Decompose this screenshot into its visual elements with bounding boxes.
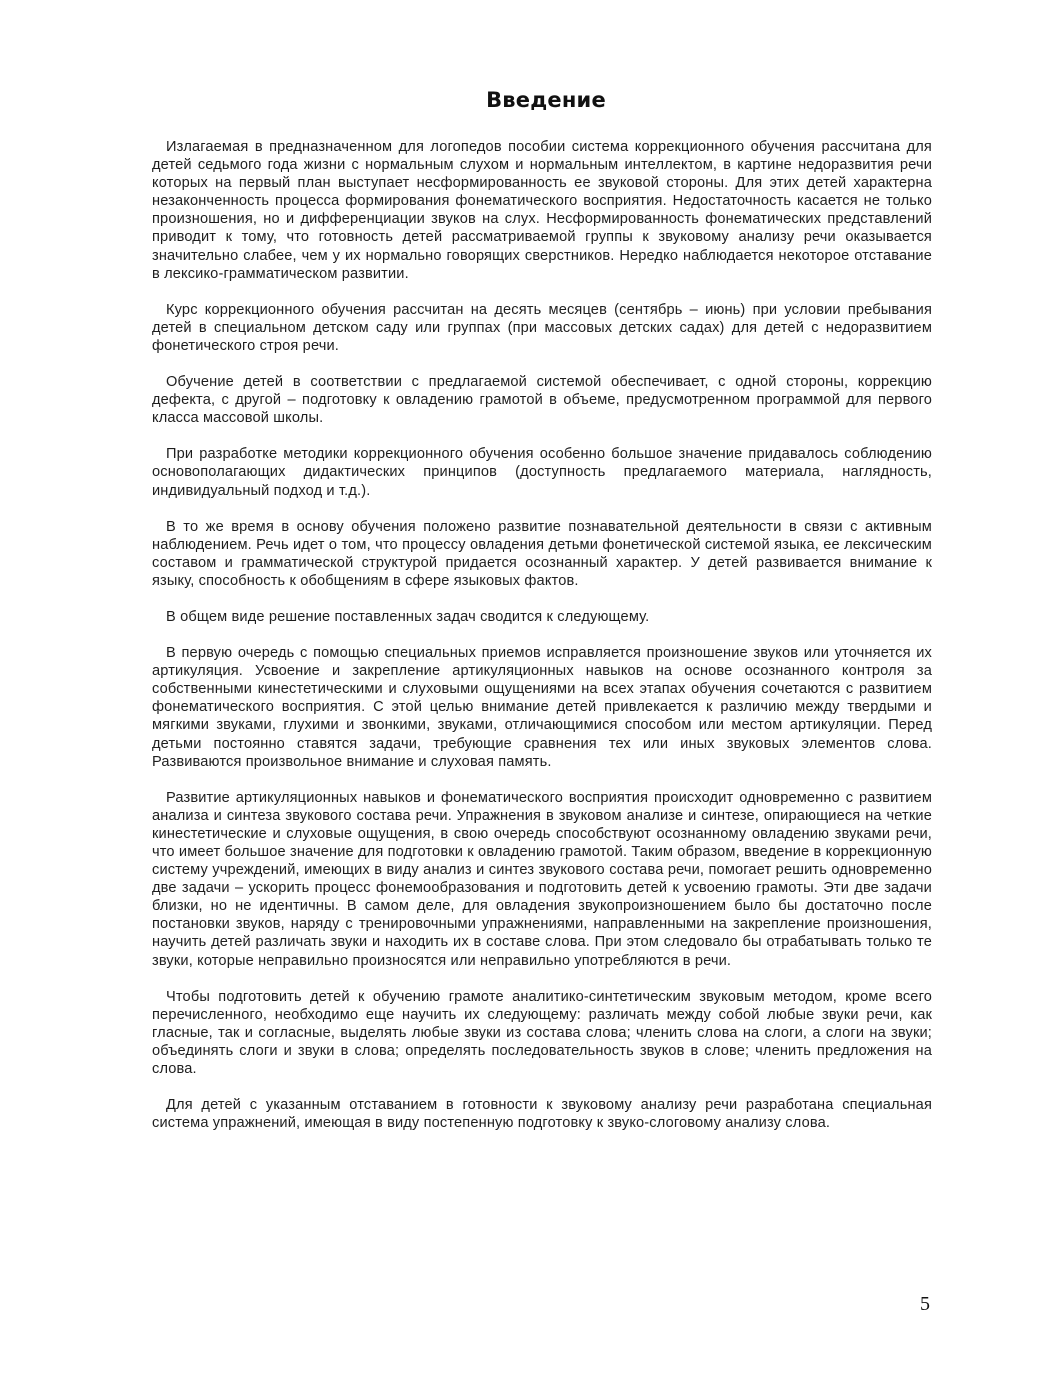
paragraph: Обучение детей в соответствии с предлагаемой системой обеспечивает, с одной стороны, коррекцию дефекта, с другой – подготовку к овладению грамотой в объеме, предусмотренном программой для первого класса массовой школы. xyxy=(152,374,932,427)
paragraph: Для детей с указанным отставанием в готовности к звуковому анализу речи разработана специальная система упражнений, имеющая в виду постепенную подготовку к звуко-слоговому анализу слова. xyxy=(152,1097,932,1132)
paragraph: В первую очередь с помощью специальных приемов исправляется произношение звуков или уточняется их артикуляция. Усвоение и закрепление артикуляционных навыков на основе осознанного контроля за собственными кинестетическими и слуховыми ощущениями на всех этапах обучения сочетаются с развитием фонематического восприятия. С этой целью внимание детей привлекается к различию между твердыми и мягкими звуками, глухими и звонкими, звуками, отличающимися способом или местом артикуляции. Перед детьми постоянно ставятся задачи, требующие сравнения тех или иных звуковых элементов слова. Развиваются произвольное внимание и слуховая память. xyxy=(152,645,932,770)
paragraph: В то же время в основу обучения положено развитие познавательной деятельности в связи с активным наблюдением. Речь идет о том, что процессу овладения детьми фонетической системой языка, ее лексическим составом и грамматической структурой придается осознанный характер. У детей развивается внимание к языку, способность к обобщениям в сфере языковых фактов. xyxy=(152,518,932,589)
paragraph: Развитие артикуляционных навыков и фонематического восприятия происходит одновременно с развитием анализа и синтеза звукового состава речи. Упражнения в звуковом анализе и синтезе, опирающиеся на четкие кинестетические и слуховые ощущения, в свою очередь способствуют осознанному овладению звуками речи, что имеет большое значение для подготовки к овладению грамотой. Таким образом, введение в коррекционную систему учреждений, имеющих в виду анализ и синтез звукового состава речи, помогает решить одновременно две задачи – ускорить процесс фонемообразования и подготовить детей к усвоению грамоты. Эти две задачи близки, но не идентичны. В самом деле, для овладения звукопроизношением было бы достаточно после постановки звуков, наряду с тренировочными упражнениями, направленными на закрепление произношения, научить детей различать звуки и находить их в составе слова. При этом следовало бы отрабатывать только те звуки, которые неправильно произносятся или неправильно употребляются в речи. xyxy=(152,789,932,969)
paragraph: Излагаемая в предназначенном для логопедов пособии система коррекционного обучения рассчитана для детей седьмого года жизни с нормальным слухом и нормальным интеллектом, в картине недоразвития речи которых на первый план выступает несформированность ее звуковой стороны. Для этих детей характерна незаконченность процесса формирования фонематического восприятия. Недостаточность касается не только произношения, но и дифференциации звуков на слух. Несформированность фонематических представлений приводит к тому, что готовность детей рассматриваемой группы к звуковому анализу речи оказывается значительно слабее, чем у их нормально говорящих сверстников. Нередко наблюдается некоторое отставание в лексико-грамматическом развитии. xyxy=(152,139,932,282)
page-body xyxy=(152,88,932,1150)
page-number: 5 xyxy=(920,1293,930,1315)
paragraph: При разработке методики коррекционного обучения особенно большое значение придавалось соблюдению основополагающих дидактических принципов (доступность предлагаемого материала, наглядность, индивидуальный подход и т.д.). xyxy=(152,446,932,499)
paragraph: Чтобы подготовить детей к обучению грамоте аналитико-синтетическим звуковым методом, кроме всего перечисленного, необходимо еще научить их следующему: различать между собой любые звуки речи, как гласные, так и согласные, выделять любые звуки из состава слова; членить слова на слоги, а слоги на звуки; объединять слоги и звуки в слова; определять последовательность звуков в слове; членить предложения на слова. xyxy=(152,988,932,1078)
paragraph: В общем виде решение поставленных задач сводится к следующему. xyxy=(166,608,650,625)
page-title: Введение xyxy=(486,88,606,112)
paragraph: Курс коррекционного обучения рассчитан на десять месяцев (сентябрь – июнь) при условии пребывания детей в специальном детском саду или группах (при массовых детских садах) для детей с недоразвитием фонетического строя речи. xyxy=(152,301,932,354)
